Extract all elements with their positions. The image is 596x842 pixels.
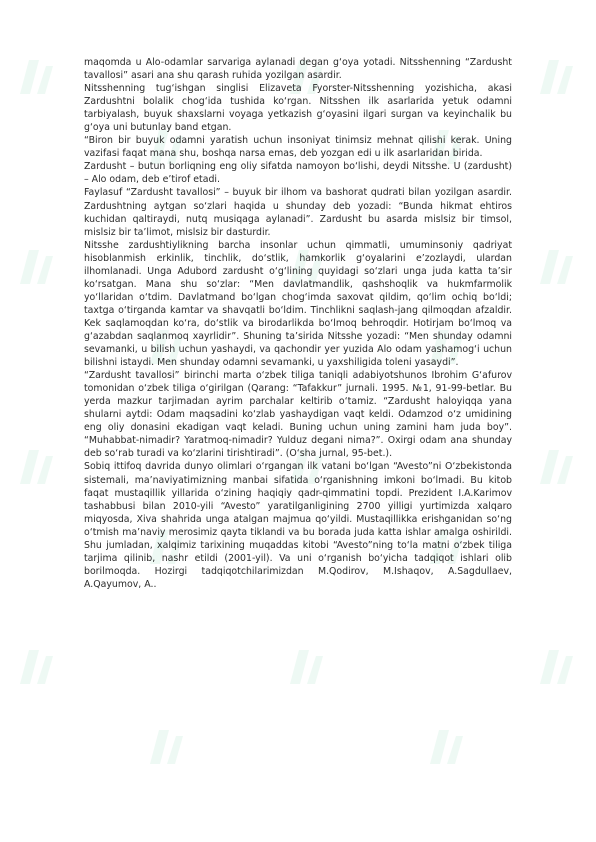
paragraph-5: Faylasuf “Zardusht tavallosi” – buyuk bir ilhom va bashorat qudrati bilan yozilgan asardir. Zardushtning aytgan so‘zlari haqida u shunday deb yozadi: “Bunda hikmat ehtiros kuchidan qaltiraydi, nutq musiqaga aylanadi”. Zardusht bu asarda mislsiz bir timsol, mislsiz bir ta’limot, mislsiz bir dasturdir. <box>84 187 512 238</box>
paragraph-8: Sobiq ittifoq davrida dunyo olimlari o‘rgangan ilk vatani bo‘lgan “Avesto”ni O‘zbekistonda sistemali, ma’naviyatimizning manbai sifatida o‘rganishning imkoni bo‘lmadi. Bu kitob faqat mustaqillik yillarida o‘zining haqiqiy qadr-qimmatini topdi. Prezident I.A.Karimov tashabbusi bilan 2010-yili “Avesto” yaratilganligining 2700 yilligi yurtimizda xalqaro miqyosda, Xiva shahrida unga atalgan majmua qo‘yildi. Mustaqillikka erishganidan so‘ng o‘tmish ma’naviy merosimiz qayta tiklandi va bu borada juda katta ishlar amalga oshirildi. Shu jumladan, xalqimiz tarixining muqaddas kitobi “Avesto”ning to‘la matni o‘zbek tiliga tarjima qilinib, nashr etildi (2001-yil). Va uni o‘rganish bo‘yicha tadqiqot ishlari olib borilmoqda. Hozirgi tadqiqotchilarimizdan M.Qodirov, M.Ishaqov, A.Sagdullaev, A.Qayumov, A.. <box>84 461 512 590</box>
paragraph-4: Zardusht – butun borliqning eng oliy sifatda namoyon bo‘lishi, deydi Nitsshe. U (zardusht) – Alo odam, deb e’tirof etadi. <box>84 161 512 186</box>
paragraph-7: “Zardusht tavallosi” birinchi marta o‘zbek tiliga taniqli adabiyotshunos Ibrohim G‘afurov tomonidan o‘zbek tiliga o‘girilgan (Qarang: “Tafakkur” jurnali. 1995. №1, 91-99-betlar. Bu yerda mazkur tarjimadan ayrim parchalar keltirib o‘tamiz. “Zardusht haloyiqqa yana shularni aytdi: Odam maqsadini ko‘zlab yashaydigan vaqt keldi. Odamzod o‘z umidining eng oliy donasini ekadigan vaqt keladi. Buning uchun uning zamini ham juda boy”. “Muhabbat-nimadir? Yaratmoq-nimadir? Yulduz degani nima?”. Oxirgi odam ana shunday deb so‘rab turadi va ko‘zlarini tirishtiradi”. (O‘sha jurnal, 95-bet.). <box>84 370 512 460</box>
paragraph-2: Nitsshenning tug‘ishgan singlisi Elizaveta Fyorster-Nitsshenning yozishicha, akasi Zardushtni bolalik chog‘ida tushida ko‘rgan. Nitsshen ilk asarlarida yetuk odamni tarbiyalash, buyuk shaxslarni voyaga yetkazish g‘oyasini ilgari surgan va keyinchalik bu g‘oya uni butunlay band etgan. <box>84 83 512 134</box>
document-body <box>84 56 512 591</box>
paragraph-1: maqomda u Alo-odamlar sarvariga aylanadi degan g‘oya yotadi. Nitsshenning “Zardusht tavallosi” asari ana shu qarash ruhida yozilgan asardir. <box>84 57 512 82</box>
paragraph-3: “Biron bir buyuk odamni yaratish uchun insoniyat tinimsiz mehnat qilishi kerak. Uning vazifasi faqat mana shu, boshqa narsa emas, deb yozgan edi u ilk asarlaridan birida. <box>84 135 512 160</box>
paragraph-6: Nitsshe zardushtiylikning barcha insonlar uchun qimmatli, umuminsoniy qadriyat hisoblanmish erkinlik, tinchlik, do‘stlik, hamkorlik g‘oyalarini e’zozlaydi, ulardan ilhomlanadi. Unga Adubord zardusht o‘g‘lining quyidagi so‘zlari unga juda katta ta’sir ko‘rsatgan. Mana shu so‘zlar: “Men davlatmandlik, qashshoqlik va hukmfarmolik yo‘llaridan o‘tdim. Davlatmand bo‘lgan chog‘imda saxovat qildim, qo‘lim ochiq bo‘ldi; taxtga o‘tirganda kamtar va shavqatli bo‘ldim. Tinchlikni saqlash-jang qilmoqdan afzaldir. Kek saqlamoqdan ko‘ra, do‘stlik va birodarlikda bo‘lmoq behroqdir. Hotirjam bo‘lmoq va g‘azabdan saqlanmoq xayrlidir”. Shuning ta’sirida Nitsshe yozadi: “Men shunday odamni sevamanki, u bilish uchun yashaydi, va qachondir yer yuzida Alo odam yashamog‘i uchun bilishni istaydi. Men shunday odamni sevamanki, u yaxshiligida toleni yasaydi”. <box>84 239 512 369</box>
